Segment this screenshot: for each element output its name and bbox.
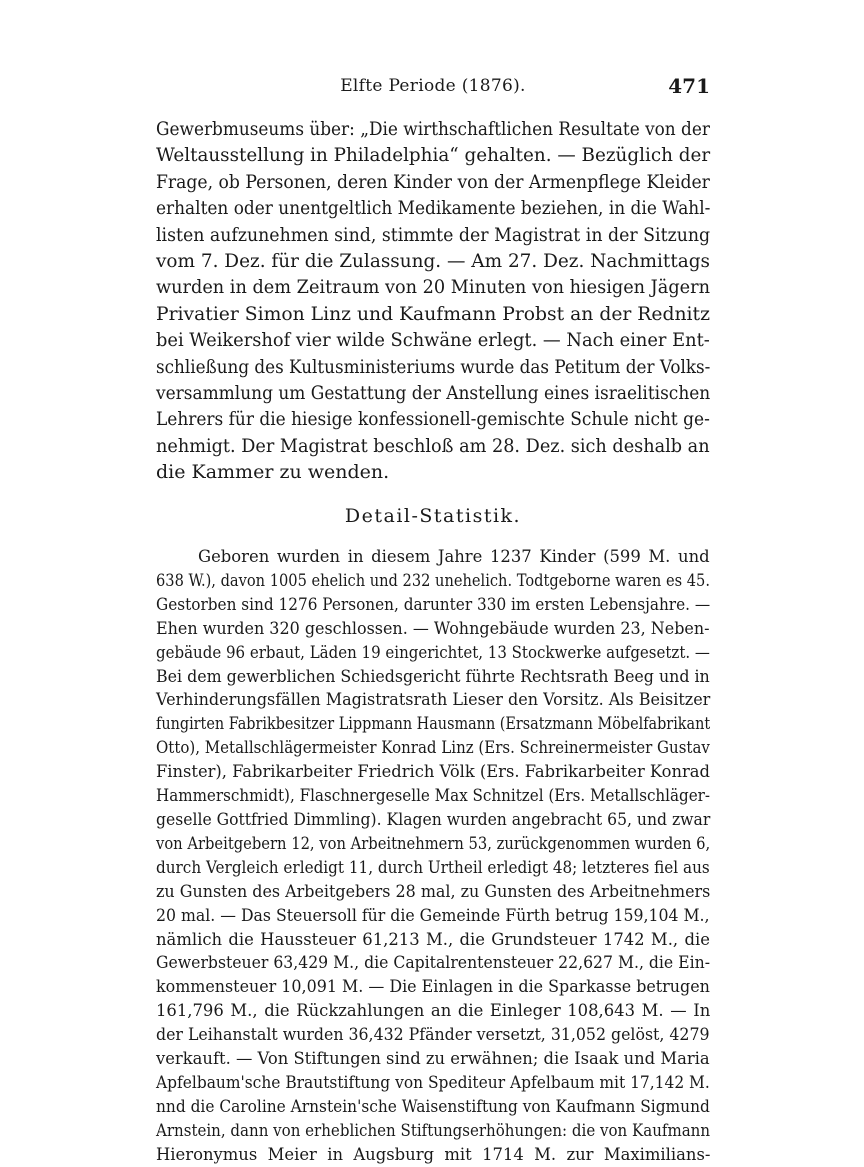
text-line: Bei dem gewerblichen Schiedsgericht führte Rechtsrath Beeg und in xyxy=(156,666,710,686)
text-line: Gestorben sind 1276 Personen, darunter 330 im ersten Lebensjahre. — xyxy=(156,594,711,614)
paragraph-chronicle xyxy=(156,116,710,486)
text-line: durch Vergleich erledigt 11, durch Urtheil erledigt 48; letzteres fiel aus xyxy=(156,857,710,877)
text-line: Geboren wurden in diesem Jahre 1237 Kinder (599 M. und xyxy=(198,547,710,566)
text-line: listen aufzunehmen sind, stimmte der Magistrat in der Sitzung xyxy=(156,223,711,246)
text-line: 638 W.), davon 1005 ehelich und 232 unehelich. Todtgeborne waren es 45. xyxy=(156,570,710,590)
text-line: Finster), Fabrikarbeiter Friedrich Völk (Ers. Fabrikarbeiter Konrad xyxy=(156,762,710,782)
text-line: nnd die Caroline Arnstein'sche Waisenstiftung von Kaufmann Sigmund xyxy=(156,1096,710,1116)
text-line: Apfelbaum'sche Brautstiftung von Spediteur Apfelbaum mit 17,142 M. xyxy=(156,1072,710,1092)
text-line: Hieronymus Meier in Augsburg mit 1714 M. zur Maximilians- xyxy=(156,1144,711,1164)
text-line: 161,796 M., die Rückzahlungen an die Einleger 108,643 M. — In xyxy=(156,1001,711,1021)
text-line: Weltausstellung in Philadelphia“ gehalten. — Bezüglich der xyxy=(156,144,711,167)
text-line: nämlich die Haussteuer 61,213 M., die Grundsteuer 1742 M., die xyxy=(156,929,710,949)
text-line: Frage, ob Personen, deren Kinder von der Armenpflege Kleider xyxy=(156,170,710,193)
text-line: fungirten Fabrikbesitzer Lippmann Hausmann (Ersatzmann Möbelfabrikant xyxy=(156,714,711,734)
text-line: der Leihanstalt wurden 36,432 Pfänder versetzt, 31,052 gelöst, 4279 xyxy=(156,1025,710,1045)
text-line: Gewerbmuseums über: „Die wirthschaftlichen Resultate von der xyxy=(156,118,710,140)
text-line: Otto), Metallschlägermeister Konrad Linz (Ers. Schreinermeister Gustav xyxy=(156,738,710,758)
text-line: gebäude 96 erbaut, Läden 19 eingerichtet, 13 Stockwerke aufgesetzt. — xyxy=(156,642,710,662)
text-line: Verhinderungsfällen Magistratsrath Lieser den Vorsitz. Als Beisitzer xyxy=(156,690,711,710)
text-line: nehmigt. Der Magistrat beschloß am 28. Dez. sich deshalb an xyxy=(156,434,710,457)
text-line: verkauft. — Von Stiftungen sind zu erwähnen; die Isaak und Maria xyxy=(156,1049,710,1069)
text-line: erhalten oder unentgeltlich Medikamente beziehen, in die Wahl- xyxy=(156,197,711,220)
text-line: vom 7. Dez. für die Zulassung. — Am 27. Dez. Nachmittags xyxy=(156,250,710,273)
text-line: Hammerschmidt), Flaschnergeselle Max Schnitzel (Ers. Metallschläger- xyxy=(156,786,711,806)
text-line: kommensteuer 10,091 M. — Die Einlagen in die Sparkasse betrugen xyxy=(156,977,710,997)
page-number: 471 xyxy=(668,74,710,98)
section-heading: Detail-Statistik. xyxy=(344,505,522,527)
text-line: versammlung um Gestattung der Anstellung eines israelitischen xyxy=(156,382,711,405)
text-line: von Arbeitgebern 12, von Arbeitnehmern 53, zurückgenommen wurden 6, xyxy=(156,833,711,853)
paragraph-statistics xyxy=(156,545,710,1167)
page-header xyxy=(156,74,710,104)
running-head: Elfte Periode (1876). xyxy=(340,76,526,96)
text-line: Arnstein, dann von erheblichen Stiftungserhöhungen: die von Kaufmann xyxy=(156,1120,711,1140)
text-line: Lehrers für die hiesige konfessionell-gemischte Schule nicht ge- xyxy=(156,408,710,431)
text-line: 20 mal. — Das Steuersoll für die Gemeinde Fürth betrug 159,104 M., xyxy=(156,905,710,925)
text-line: bei Weikershof vier wilde Schwäne erlegt. — Nach einer Ent- xyxy=(156,329,710,352)
text-line: schließung des Kultusministeriums wurde das Petitum der Volks- xyxy=(156,355,711,378)
text-line: Gewerbsteuer 63,429 M., die Capitalrentensteuer 22,627 M., die Ein- xyxy=(156,953,711,973)
text-line: Ehen wurden 320 geschlossen. — Wohngebäude wurden 23, Neben- xyxy=(156,618,710,638)
text-line: zu Gunsten des Arbeitgebers 28 mal, zu Gunsten des Arbeitnehmers xyxy=(156,881,711,901)
text-line: Privatier Simon Linz und Kaufmann Probst an der Rednitz xyxy=(156,302,710,325)
text-line: wurden in dem Zeitraum von 20 Minuten von hiesigen Jägern xyxy=(156,276,710,299)
text-line: geselle Gottfried Dimmling). Klagen wurden angebracht 65, und zwar xyxy=(156,809,711,829)
text-line: die Kammer zu wenden. xyxy=(156,461,390,484)
